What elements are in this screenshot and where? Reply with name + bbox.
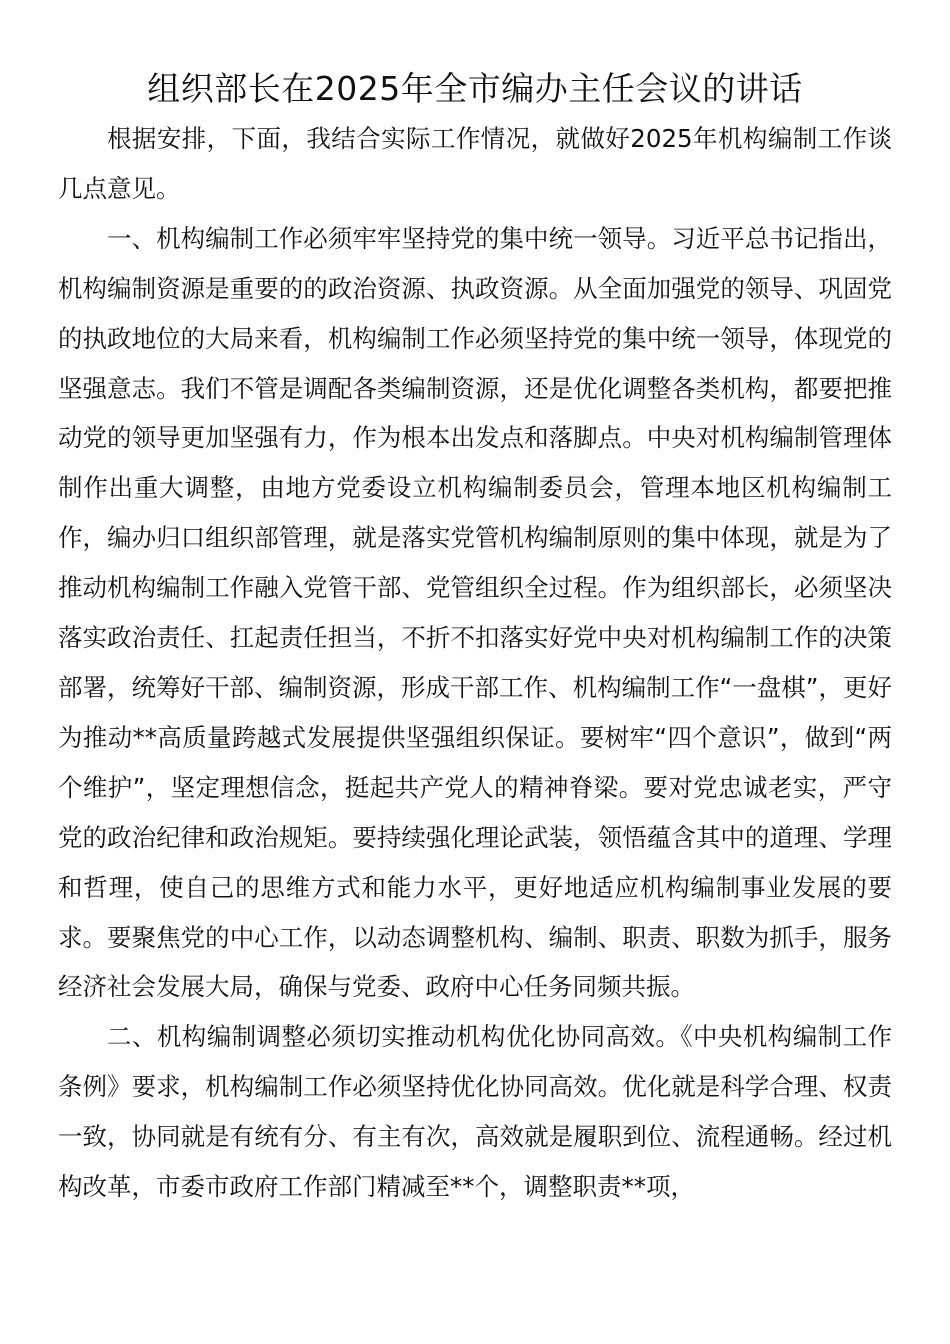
document-body — [58, 114, 892, 1212]
paragraph-section-two: 二、机构编制调整必须切实推动机构优化协同高效。《中央机构编制工作条例》要求，机构编制工作必须坚持优化协同高效。优化就是科学合理、权责一致，协同就是有统有分、有主有次，高效就是履职到位、流程通畅。经过机构改革，市委市政府工作部门精减至**个，调整职责**项， — [58, 1022, 892, 1202]
paragraph-intro: 根据安排，下面，我结合实际工作情况，就做好2025年机构编制工作谈几点意见。 — [58, 124, 892, 203]
document-title: 组织部长在2025年全市编办主任会议的讲话 — [147, 69, 803, 108]
paragraph-section-one: 一、机构编制工作必须牢牢坚持党的集中统一领导。习近平总书记指出，机构编制资源是重要的的政治资源、执政资源。从全面加强党的领导、巩固党的执政地位的大局来看，机构编制工作必须坚持党的集中统一领导，体现党的坚强意志。我们不管是调配各类编制资源，还是优化调整各类机构，都要把推动党的领导更加坚强有力，作为根本出发点和落脚点。中央对机构编制管理体制作出重大调整，由地方党委设立机构编制委员会，管理本地区机构编制工作，编办归口组织部管理，就是落实党管机构编制原则的集中体现，就是为了推动机构编制工作融入党管干部、党管组织全过程。作为组织部长，必须坚决落实政治责任、扛起责任担当，不折不扣落实好党中央对机构编制工作的决策部署，统筹好干部、编制资源，形成干部工作、机构编制工作“一盘棋”，更好为推动**高质量跨越式发展提供坚强组织保证。要树牢“四个意识”，做到“两个维护”，坚定理想信念，挺起共产党人的精神脊梁。要对党忠诚老实，严守党的政治纪律和政治规矩。要持续强化理论武装，领悟蕴含其中的道理、学理和哲理，使自己的思维方式和能力水平，更好地适应机构编制事业发展的要求。要聚焦党的中心工作，以动态调整机构、编制、职责、职数为抓手，服务经济社会发展大局，确保与党委、政府中心任务同频共振。 — [58, 223, 892, 1002]
